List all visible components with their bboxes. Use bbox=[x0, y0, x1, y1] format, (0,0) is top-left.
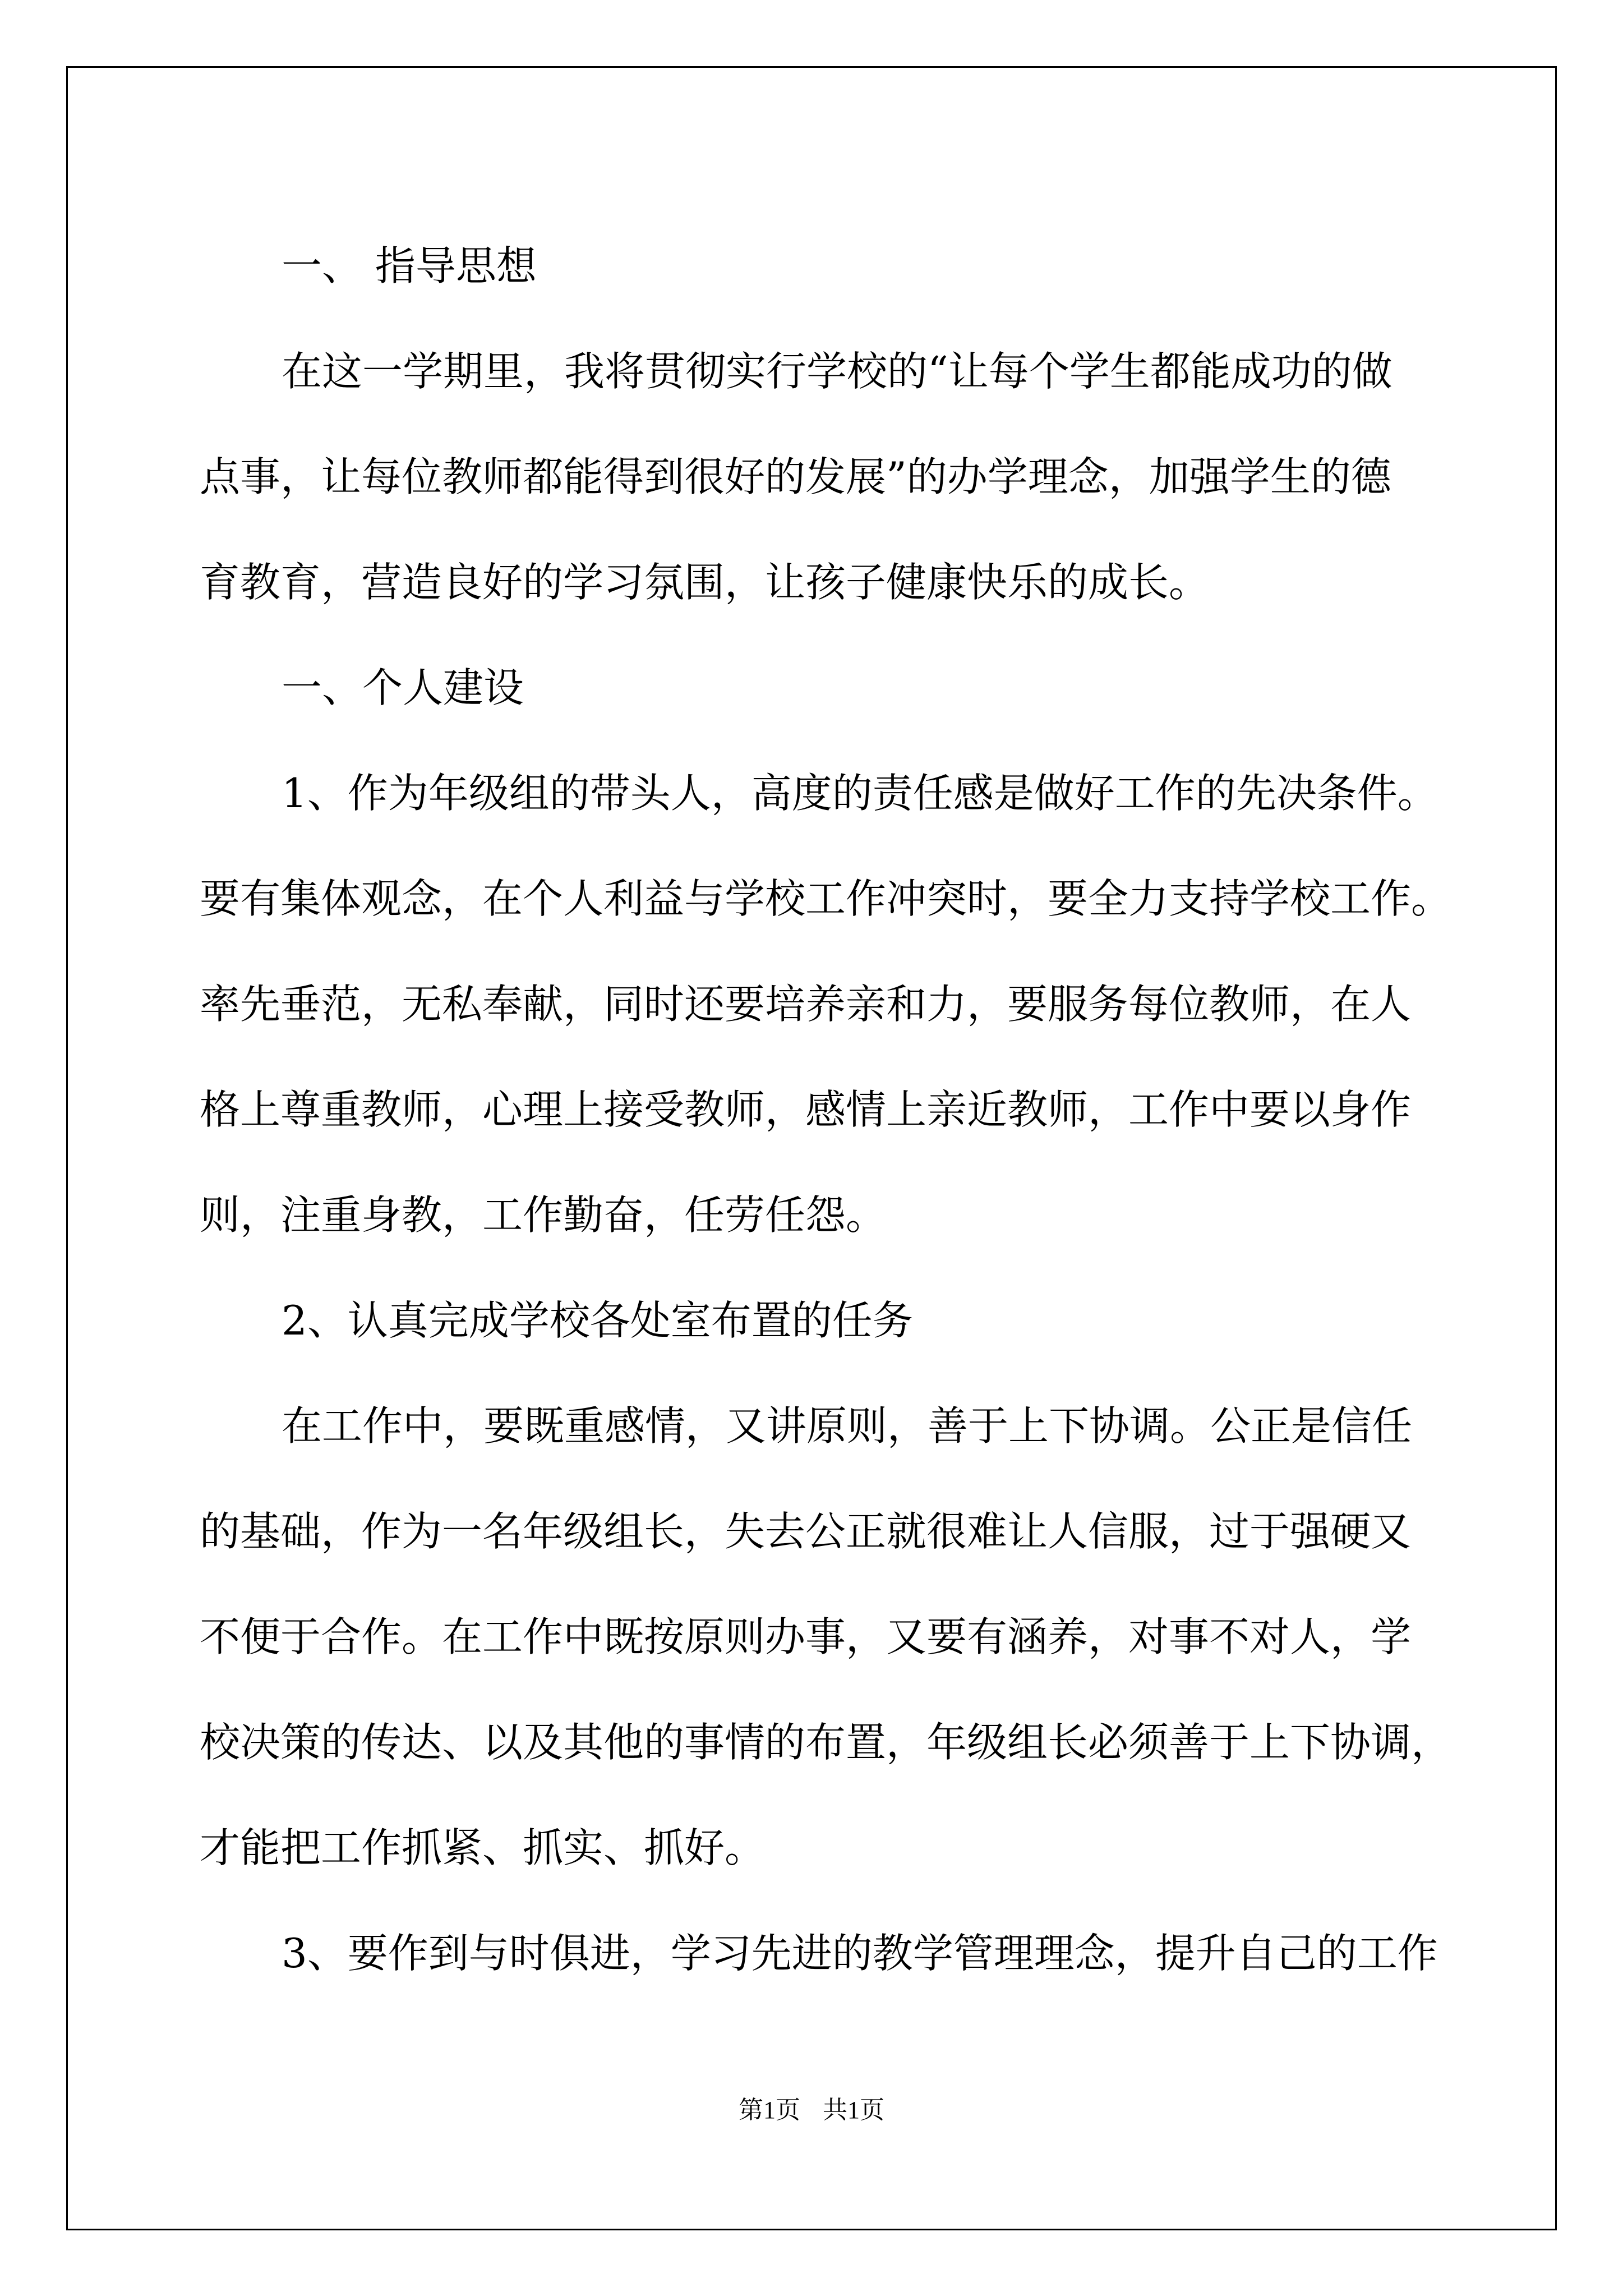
page-total: 共1页 bbox=[823, 2096, 884, 2124]
paragraph-line: 的基础，作为一名年级组长，失去公正就很难让人信服，过于强硬又 bbox=[200, 1508, 1412, 1555]
heading-personal-development: 一、个人建设 bbox=[282, 664, 524, 711]
document-body bbox=[200, 213, 1452, 2006]
paragraph-line: 点事，让每位教师都能得到很好的发展”的办学理念，加强学生的德 bbox=[200, 453, 1391, 500]
paragraph-line: 在工作中，要既重感情，又讲原则，善于上下协调。公正是信任 bbox=[282, 1402, 1413, 1450]
paragraph-line: 育教育，营造良好的学习氛围，让孩子健康快乐的成长。 bbox=[200, 559, 1210, 606]
paragraph-line: 则，注重身教，工作勤奋，任劳任怨。 bbox=[200, 1191, 887, 1239]
paragraph-line: 3、要作到与时俱进，学习先进的教学管理理念，提升自己的工作 bbox=[282, 1930, 1438, 1977]
subheading-tasks: 2、认真完成学校各处室布置的任务 bbox=[282, 1297, 913, 1344]
paragraph-line: 格上尊重教师，心理上接受教师，感情上亲近教师，工作中要以身作 bbox=[200, 1086, 1412, 1133]
paragraph-line: 才能把工作抓紧、抓实、抓好。 bbox=[200, 1824, 766, 1871]
paragraph-line: 不便于合作。在工作中既按原则办事，又要有涵养，对事不对人，学 bbox=[200, 1613, 1412, 1660]
paragraph-line: 1、作为年级组的带头人，高度的责任感是做好工作的先决条件。 bbox=[282, 770, 1438, 817]
paragraph-line: 率先垂范，无私奉献，同时还要培养亲和力，要服务每位教师，在人 bbox=[200, 981, 1412, 1028]
paragraph-line: 校决策的传达、以及其他的事情的布置，年级组长必须善于上下协调， bbox=[200, 1719, 1452, 1766]
page-number: 第1页 bbox=[739, 2096, 800, 2124]
paragraph-line: 在这一学期里，我将贯彻实行学校的“让每个学生都能成功的做 bbox=[282, 348, 1393, 395]
heading-guiding-ideology: 一、 指导思想 bbox=[282, 242, 537, 289]
page-footer bbox=[0, 2090, 1623, 2125]
paragraph-line: 要有集体观念，在个人利益与学校工作冲突时，要全力支持学校工作。 bbox=[200, 875, 1452, 922]
